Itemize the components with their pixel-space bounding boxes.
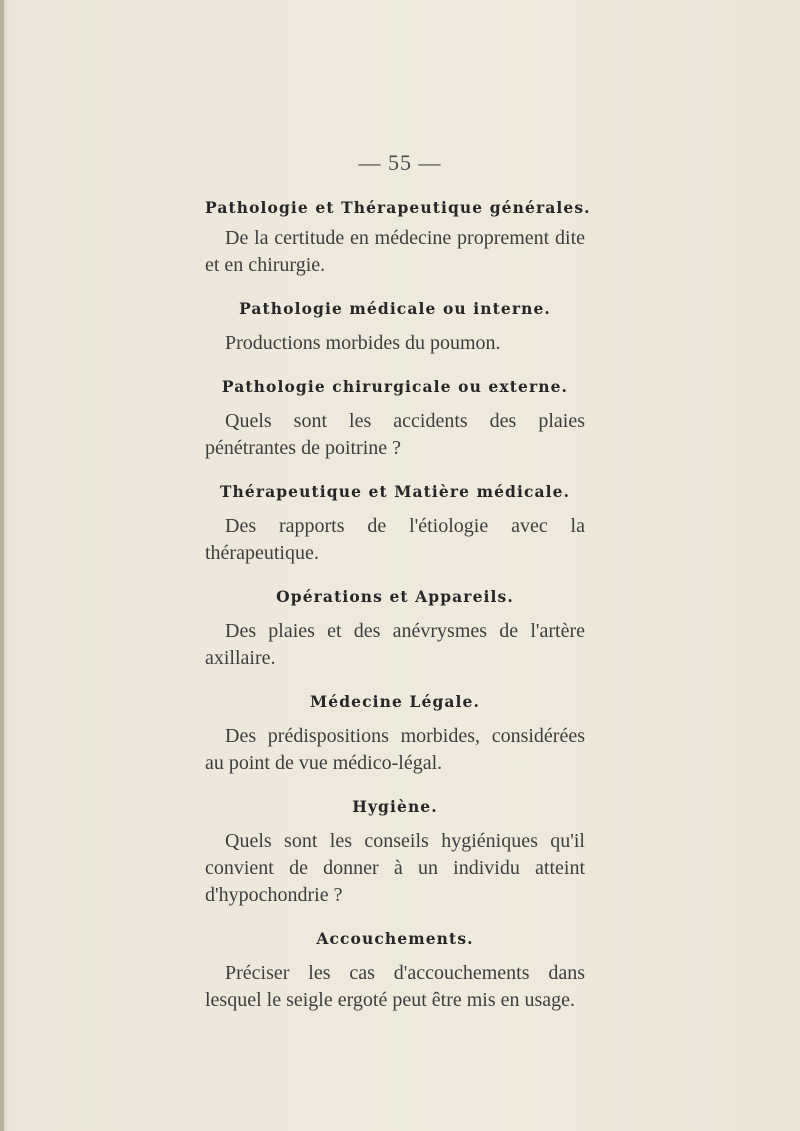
section-heading: Pathologie médicale ou interne. (239, 299, 551, 318)
content-column (205, 198, 591, 1014)
section-heading: Accouchements. (316, 929, 474, 948)
section-text: Des prédispositions morbides, considérées au point de vue médico-légal. (205, 725, 585, 774)
section-hygiene (205, 797, 585, 909)
page-number: — 55 — (358, 150, 442, 175)
section-text: De la certitude en médecine proprement dite et en chirurgie. (205, 227, 585, 276)
section-heading: Pathologie chirurgicale ou externe. (221, 377, 569, 396)
section-pathologie-chirurgicale (205, 377, 585, 462)
section-text: Préciser les cas d'accouchements dans lesquel le seigle ergoté peut être mis en usage. (205, 962, 585, 1011)
section-text: Des plaies et des anévrysmes de l'artère axillaire. (205, 620, 585, 669)
section-text: Des rapports de l'étiologie avec la thérapeutique. (205, 515, 585, 564)
section-text: Productions morbides du poumon. (225, 332, 501, 354)
section-heading: Opérations et Appareils. (276, 587, 514, 606)
section-operations (205, 587, 585, 672)
section-accouchements (205, 929, 585, 1014)
section-text: Quels sont les accidents des plaies pénétrantes de poitrine ? (205, 410, 585, 459)
section-heading: Médecine Légale. (310, 692, 480, 711)
section-medecine-legale (205, 692, 585, 777)
section-text: Quels sont les conseils hygiéniques qu'il convient de donner à un individu atteint d'hypochondrie ? (205, 830, 585, 906)
section-therapeutique (205, 482, 585, 567)
section-pathologie-generale (205, 198, 591, 279)
section-heading: Pathologie et Thérapeutique générales. (205, 198, 591, 217)
section-pathologie-medicale (205, 299, 585, 357)
section-heading: Hygiène. (352, 797, 438, 816)
section-heading: Thérapeutique et Matière médicale. (219, 482, 571, 501)
